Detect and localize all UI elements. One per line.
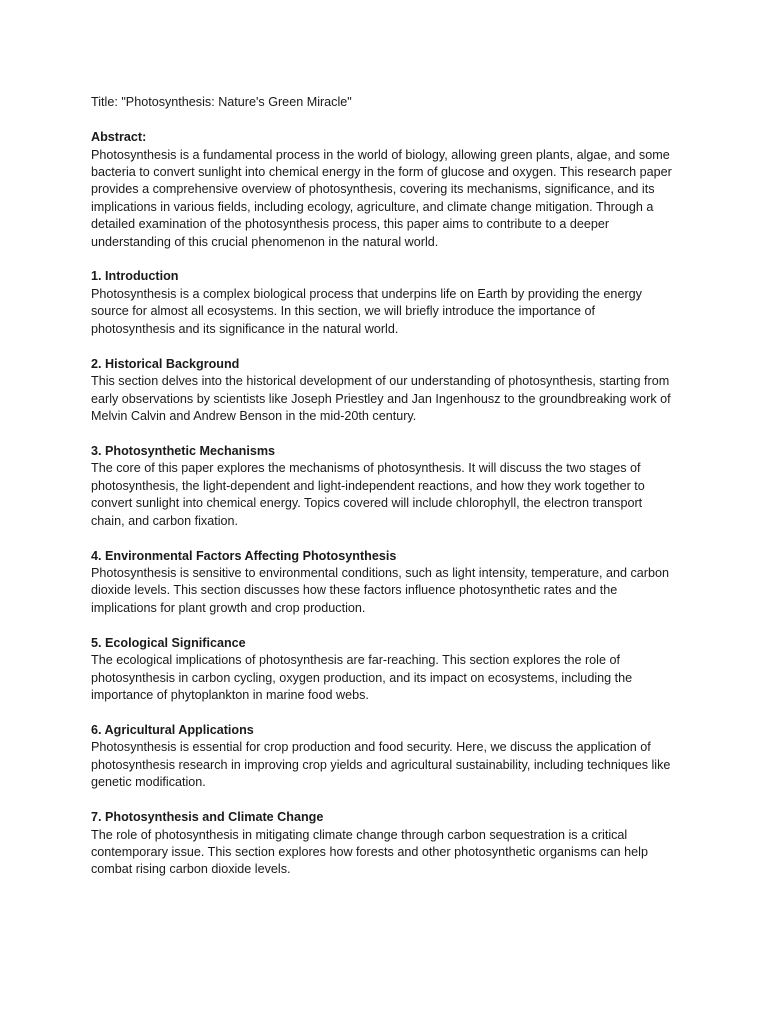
section-heading: 5. Ecological Significance (91, 635, 246, 650)
section-ecological-significance (91, 635, 680, 705)
text-line: contemporary issue. This section explores how forests and other photosynthetic organisms can help (91, 845, 648, 860)
section-introduction (91, 268, 680, 338)
text-line: The role of photosynthesis in mitigating climate change through carbon sequestration is a critical (91, 827, 628, 842)
section-body (91, 827, 680, 879)
section-environmental-factors (91, 548, 680, 618)
section-agricultural-applications (91, 722, 680, 792)
text-line: Photosynthesis is sensitive to environmental conditions, such as light intensity, temperature, and carbon (91, 566, 669, 580)
section-heading: 7. Photosynthesis and Climate Change (91, 810, 324, 825)
text-line: early observations by scientists like Joseph Priestley and Jan Ingenhousz to the groundbreaking work of (91, 391, 671, 406)
section-body (91, 147, 680, 251)
text-line: implications in various fields, including ecology, agriculture, and climate change mitigation. Through a (91, 199, 654, 214)
section-body (91, 460, 680, 530)
section-heading: Abstract: (91, 130, 147, 144)
text-line: chain, and carbon fixation. (91, 513, 239, 528)
text-line: implications for plant growth and crop production. (91, 600, 366, 615)
text-line: genetic modification. (91, 775, 206, 790)
section-photosynthetic-mechanisms (91, 443, 680, 530)
section-body (91, 373, 680, 425)
section-body (91, 652, 680, 704)
section-heading: 3. Photosynthetic Mechanisms (91, 443, 276, 458)
text-line: Photosynthesis is a complex biological process that underpins life on Earth by providing the energy (91, 286, 642, 301)
section-body (91, 286, 680, 338)
section-heading: 6. Agricultural Applications (91, 722, 254, 737)
text-line: The ecological implications of photosynthesis are far-reaching. This section explores the role of (91, 653, 620, 668)
text-line: photosynthesis and its significance in the natural world. (91, 321, 399, 336)
text-line: provides a comprehensive overview of photosynthesis, covering its mechanisms, significance, and its (91, 182, 655, 197)
section-body (91, 739, 680, 791)
text-line: convert sunlight into chemical energy. Topics covered will include chlorophyll, the electron transport (91, 496, 643, 511)
text-line: photosynthesis research in improving crop yields and agricultural sustainability, including techniques like (91, 757, 671, 772)
text-line: detailed examination of the photosynthesis process, this paper aims to contribute to a deeper (91, 217, 610, 232)
text-line: combat rising carbon dioxide levels. (91, 862, 291, 877)
text-line: photosynthesis, the light-dependent and light-independent reactions, and how they work together to (91, 478, 645, 493)
section-abstract (91, 129, 680, 251)
text-line: This section delves into the historical development of our understanding of photosynthesis, starting from (91, 374, 670, 389)
section-heading: 4. Environmental Factors Affecting Photosynthesis (91, 548, 397, 563)
text-line: bacteria to convert sunlight into chemical energy in the form of glucose and oxygen. This research paper (91, 164, 672, 179)
text-line: dioxide levels. This section discusses how these factors influence photosynthetic rates and the (91, 583, 618, 598)
text-line: photosynthesis in carbon cycling, oxygen production, and its impact on ecosystems, including the (91, 670, 633, 685)
section-historical-background (91, 356, 680, 426)
text-line: Melvin Calvin and Andrew Benson in the mid-20th century. (91, 408, 417, 423)
section-body (91, 565, 680, 617)
section-climate-change (91, 809, 680, 879)
text-line: source for almost all ecosystems. In this section, we will briefly introduce the importance of (91, 304, 595, 319)
text-line: Photosynthesis is a fundamental process in the world of biology, allowing green plants, algae, and some (91, 147, 670, 162)
text-line: The core of this paper explores the mechanisms of photosynthesis. It will discuss the two stages of (91, 461, 641, 476)
text-line: Photosynthesis is essential for crop production and food security. Here, we discuss the application of (91, 740, 651, 755)
text-line: importance of phytoplankton in marine food webs. (91, 688, 369, 703)
section-heading: 1. Introduction (91, 269, 179, 284)
document-title: Title: "Photosynthesis: Nature's Green Miracle" (91, 95, 352, 109)
section-heading: 2. Historical Background (91, 356, 240, 371)
text-line: understanding of this crucial phenomenon in the natural world. (91, 234, 439, 249)
